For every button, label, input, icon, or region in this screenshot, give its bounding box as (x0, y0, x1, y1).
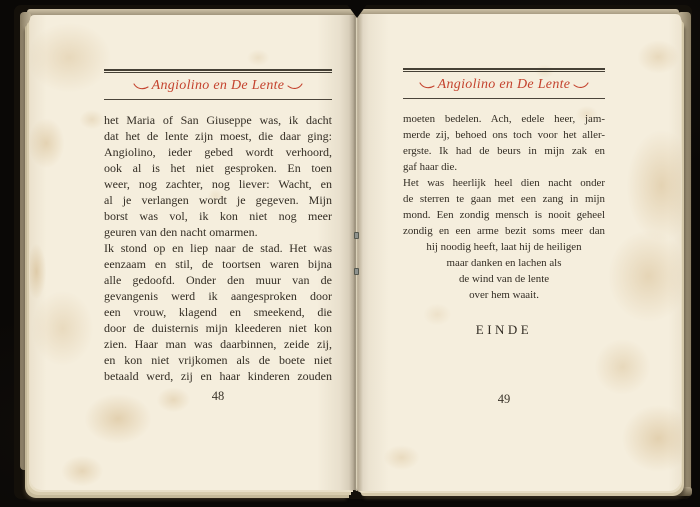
running-header (403, 72, 605, 98)
text-line: door de duisternis mijn kleederen niet kon (104, 321, 332, 335)
text-line: borst was vol, ik kon niet nog meer (104, 209, 332, 223)
book-gutter (349, 14, 363, 491)
text-line: weer, nog zachter, nog liever: Wacht, en (104, 177, 332, 191)
swash-right-icon (287, 82, 303, 91)
text-line: maar danken en lachen als (446, 257, 562, 269)
text-line: Angiolino, ieder gebed wordt verhoord, (104, 145, 332, 159)
text-line: ergste. Ik had de beurs in mijn zak en (403, 145, 605, 157)
text-line: mond. Een zondig mensch is nooit geheel (403, 209, 605, 221)
header-rule-single (104, 99, 332, 100)
page-number-left: 48 (211, 389, 225, 403)
text-line: gevangenis werd ik aangesproken door (104, 289, 332, 303)
text-line: al je verlangen wordt je gegeven. Mijn (104, 193, 332, 207)
ending-label: EINDE (475, 322, 533, 337)
page-number-right: 49 (497, 392, 511, 406)
swash-left-icon (133, 82, 149, 91)
text-line: zondig en een arme bezit soms meer dan (403, 225, 605, 237)
text-line: de sterren te gaan met een zang in mijn (403, 193, 605, 205)
page-left-body (104, 112, 332, 384)
running-header-text: Angiolino en De Lente (151, 78, 285, 93)
page-right (356, 14, 681, 491)
text-line: zien. Haar man was daarbinnen, zeide zij, (104, 337, 332, 351)
text-line: betaald werd, zij en haar kinderen zouden (104, 369, 332, 383)
running-header-text: Angiolino en De Lente (437, 77, 571, 92)
text-line: een vrouw, klagend en smeekend, die (104, 305, 332, 319)
text-line: merde zij, behoed ons toch voor het aller- (403, 129, 605, 141)
text-line: over hem waait. (469, 289, 539, 301)
text-line: gaf haar die. (403, 161, 458, 173)
text-line: het Maria of San Giuseppe was, ik dacht (104, 113, 332, 127)
text-line: en kon niet vrijkomen als de boete niet (104, 353, 332, 367)
text-line: alle gedoofd. Onder den muur van de (104, 273, 332, 287)
page-left-content (104, 69, 332, 384)
text-line: Ik stond op en liep naar de stad. Het was (104, 241, 332, 255)
page-right-body (403, 111, 605, 303)
running-header (104, 73, 332, 99)
gutter-top-notch (346, 3, 368, 18)
swash-left-icon (419, 81, 435, 90)
binding-stitch (354, 268, 359, 275)
page-right-content (403, 68, 605, 338)
text-line: de wind van de lente (458, 273, 550, 285)
text-line: moeten bedelen. Ach, edele heer, jam- (403, 113, 605, 125)
swash-right-icon (573, 81, 589, 90)
text-line: geuren van den nacht omarmen. (104, 225, 258, 239)
text-line: hij noodig heeft, laat hij de heiligen (426, 241, 582, 253)
binding-stitch (354, 232, 359, 239)
header-rule-single (403, 98, 605, 99)
text-line: dat het de lente zijn moest, die daar ging: (104, 129, 332, 143)
text-line: Het was heerlijk heel dien nacht onder (403, 177, 605, 189)
page-left (30, 15, 356, 490)
text-line: ook al is het niet gesproken. En toen (104, 161, 332, 175)
text-line: eenzaam en stil, de toortsen waren bijna (104, 257, 332, 271)
